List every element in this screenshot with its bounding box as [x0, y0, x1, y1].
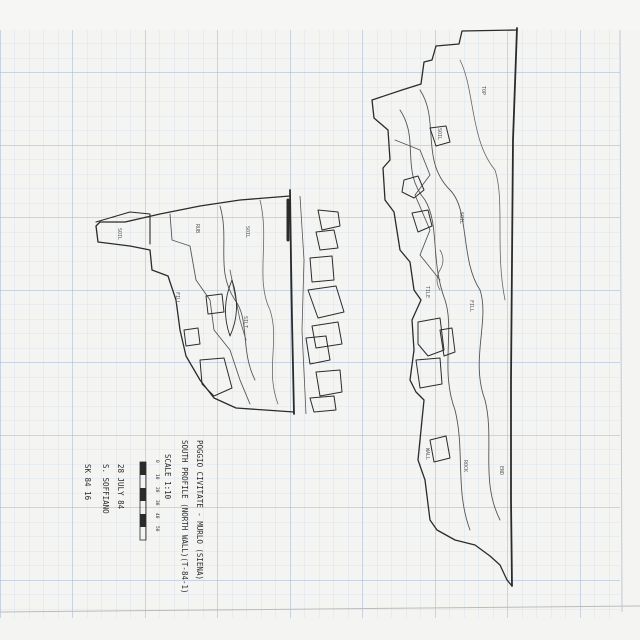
scale-bar-seg-3 — [140, 488, 146, 501]
scale-tick-40: 40 — [154, 513, 159, 519]
label-lower-soil-1: SOIL — [436, 128, 442, 141]
scale-tick-0: 0 — [154, 460, 159, 463]
label-lower-rock: ROCK — [462, 460, 468, 473]
label-lower-top: TOP — [480, 86, 486, 96]
scale-bar-seg-1 — [140, 462, 146, 475]
title-line-scale: SCALE 1:10 — [163, 454, 172, 500]
label-upper-fill: FILL — [174, 292, 180, 305]
title-line-date: 28 JULY 84 — [116, 464, 125, 510]
scale-tick-20: 20 — [154, 487, 159, 493]
title-line-sheet: SK 84 16 — [83, 464, 92, 501]
title-line-site: POGGIO CIVITATE - MURLO (SIENA) — [195, 440, 204, 580]
label-lower-fill: FILL — [468, 300, 474, 313]
label-lower-tile: TILE — [424, 286, 430, 299]
scale-tick-50: 50 — [154, 526, 159, 532]
grid — [0, 28, 620, 618]
label-lower-soil-2: SOIL — [458, 212, 464, 225]
scale-tick-10: 10 — [154, 474, 159, 480]
label-upper-soil-1: SOIL — [116, 228, 122, 241]
label-upper-silt: SILT — [242, 316, 248, 329]
label-lower-end: END — [498, 466, 504, 476]
title-line-profile: SOUTH PROFILE (NORTH WALL)(T-84-1) — [180, 440, 189, 594]
top-margin — [0, 0, 640, 30]
label-lower-wall: WALL — [424, 448, 430, 461]
label-upper-soil-2: SOIL — [244, 226, 250, 239]
scale-tick-30: 30 — [154, 500, 159, 506]
title-line-author: S. SOFFIANO — [101, 464, 110, 514]
label-upper-rubble: RUB — [194, 224, 200, 234]
scale-bar-seg-5 — [140, 514, 146, 527]
